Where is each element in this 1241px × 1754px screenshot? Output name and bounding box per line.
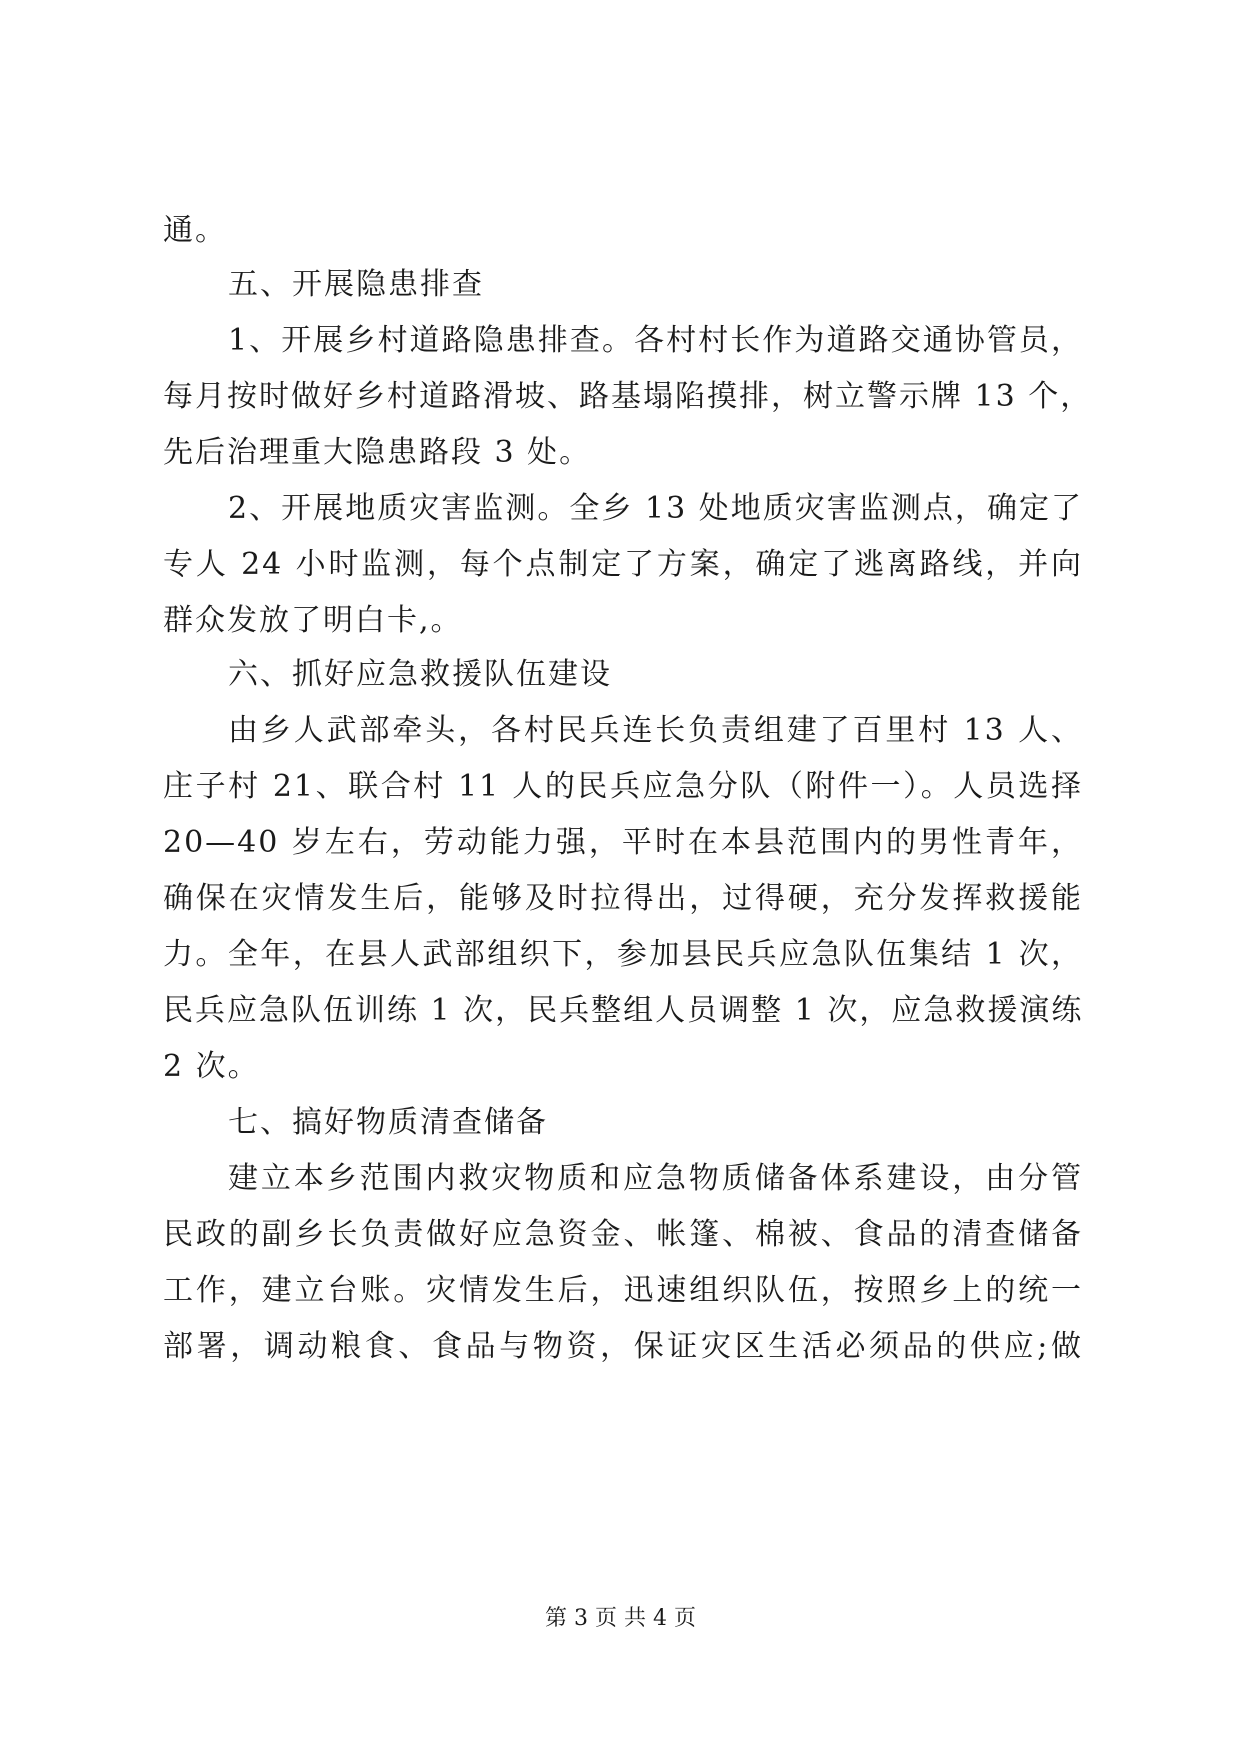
- paragraph-line: 群众发放了明白卡,。: [163, 603, 463, 638]
- paragraph-line: 庄子村 21、联合村 11 人的民兵应急分队（附件一）。人员选择: [163, 769, 1083, 804]
- page-number-footer: 第 3 页 共 4 页: [545, 1606, 696, 1631]
- paragraph-line: 力。全年，在县人武部组织下，参加县民兵应急队伍集结 1 次，: [163, 937, 1083, 972]
- section-heading: 七、搞好物质清查储备: [228, 1105, 548, 1140]
- paragraph-line: 工作，建立台账。灾情发生后，迅速组织队伍，按照乡上的统一: [163, 1273, 1083, 1308]
- paragraph-line: 先后治理重大隐患路段 3 处。: [163, 435, 592, 470]
- paragraph-line: 每月按时做好乡村道路滑坡、路基塌陷摸排，树立警示牌 13 个，: [163, 379, 1093, 414]
- paragraph-line: 由乡人武部牵头，各村民兵连长负责组建了百里村 13 人、: [228, 713, 1083, 748]
- paragraph-line: 1、开展乡村道路隐患排查。各村村长作为道路交通协管员，: [228, 323, 1083, 358]
- paragraph-line: 建立本乡范围内救灾物质和应急物质储备体系建设，由分管: [228, 1161, 1083, 1196]
- paragraph-line: 2、开展地质灾害监测。全乡 13 处地质灾害监测点，确定了: [228, 491, 1083, 526]
- section-heading: 五、开展隐患排查: [228, 267, 484, 302]
- paragraph-line: 确保在灾情发生后，能够及时拉得出，过得硬，充分发挥救援能: [163, 881, 1083, 916]
- paragraph-line: 部署，调动粮食、食品与物资，保证灾区生活必须品的供应;做: [163, 1329, 1083, 1364]
- paragraph-line: 2 次。: [163, 1049, 260, 1084]
- section-heading: 六、抓好应急救援队伍建设: [228, 657, 612, 692]
- paragraph-line: 民兵应急队伍训练 1 次，民兵整组人员调整 1 次，应急救援演练: [163, 993, 1084, 1028]
- paragraph-line: 民政的副乡长负责做好应急资金、帐篷、棉被、食品的清查储备: [163, 1217, 1083, 1252]
- paragraph-line: 通。: [163, 213, 227, 248]
- paragraph-line: 专人 24 小时监测，每个点制定了方案，确定了逃离路线，并向: [163, 547, 1083, 582]
- paragraph-line: 20—40 岁左右，劳动能力强，平时在本县范围内的男性青年，: [163, 825, 1083, 860]
